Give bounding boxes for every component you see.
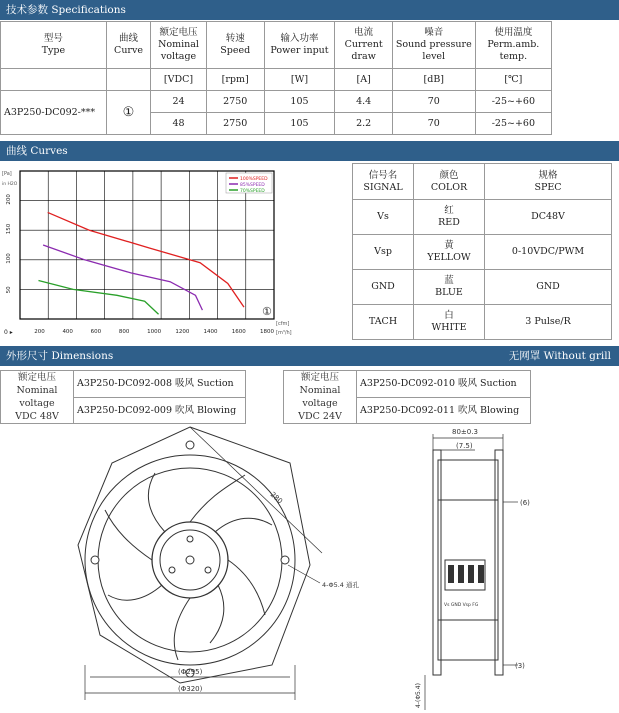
curves-section-title: 曲线 Curves bbox=[6, 145, 68, 157]
performance-chart bbox=[0, 163, 300, 338]
cell-current: 2.2 bbox=[335, 113, 392, 135]
signal-spec: 3 Pulse/R bbox=[485, 305, 612, 340]
dimensions-section-title: 外形尺寸 Dimensions bbox=[6, 350, 114, 362]
signal-color: 红 RED bbox=[414, 200, 485, 235]
connector-pin bbox=[468, 565, 474, 583]
cell-power: 105 bbox=[264, 113, 335, 135]
curve-marker-label: ① bbox=[262, 305, 272, 318]
fan-front-view bbox=[60, 415, 360, 710]
signal-row bbox=[353, 200, 612, 235]
dim-295-text: (Φ295) bbox=[178, 668, 203, 676]
x-tick-label: 1400 bbox=[203, 329, 218, 335]
connector-pins-label: Vs GND Vsp FG bbox=[444, 603, 479, 608]
y-unit-top: [Pa] bbox=[2, 171, 12, 177]
model-row: A3P250-DC092-009 吹风 Blowing bbox=[74, 397, 246, 424]
signal-name: GND bbox=[353, 270, 414, 305]
signal-name: TACH bbox=[353, 305, 414, 340]
signal-row bbox=[353, 305, 612, 340]
signal-row bbox=[353, 270, 612, 305]
unit-speed: [rpm] bbox=[206, 69, 264, 91]
cell-noise: 70 bbox=[392, 113, 475, 135]
unit-temp: [℃] bbox=[475, 69, 551, 91]
cell-voltage: 48 bbox=[151, 113, 207, 135]
cell-current: 4.4 bbox=[335, 91, 392, 113]
specs-row-24v bbox=[1, 91, 552, 113]
holes-text: 4-Φ5.4 通孔 bbox=[322, 581, 360, 589]
connector-pin bbox=[448, 565, 454, 583]
y-tick-label: 200 bbox=[6, 194, 12, 205]
unit-power: [W] bbox=[264, 69, 335, 91]
dim-hole-text: 4-(Φ5.4) bbox=[415, 683, 422, 708]
header-curve: 曲线 Curve bbox=[106, 22, 150, 69]
x-tick-label: 200 bbox=[34, 329, 45, 335]
header-power: 输入功率 Power input bbox=[264, 22, 335, 69]
x-tick-label: 600 bbox=[90, 329, 102, 335]
dimensions-section-right: 无网罩 Without grill bbox=[508, 350, 611, 362]
hub-center bbox=[186, 556, 194, 564]
header-current: 电流 Current draw bbox=[335, 22, 392, 69]
header-voltage: 额定电压 Nominal voltage bbox=[151, 22, 207, 69]
unit-noise: [dB] bbox=[392, 69, 475, 91]
hub-screw bbox=[169, 567, 175, 573]
signal-color: 白 WHITE bbox=[414, 305, 485, 340]
header-temp: 使用温度 Perm.amb. temp. bbox=[475, 22, 551, 69]
y-unit-side: in H2O bbox=[2, 182, 18, 187]
side-flange-left bbox=[433, 450, 441, 675]
legend-label: 70%SPEED bbox=[240, 189, 265, 194]
cell-temp: -25~+60 bbox=[475, 113, 551, 135]
header-speed: 转速 Speed bbox=[206, 22, 264, 69]
signal-color: 蓝 BLUE bbox=[414, 270, 485, 305]
header-type: 型号 Type bbox=[1, 22, 107, 69]
x-tick-label: 1800 bbox=[260, 329, 274, 335]
dim-280-text: 280 bbox=[268, 490, 284, 506]
signal-header-color: 颜色 COLOR bbox=[414, 164, 485, 200]
specs-table bbox=[0, 21, 552, 135]
legend-label: 85%SPEED bbox=[240, 183, 265, 188]
signal-spec: 0-10VDC/PWM bbox=[485, 235, 612, 270]
x-tick-label: 800 bbox=[118, 329, 130, 335]
dim-320-text: (Φ320) bbox=[178, 685, 203, 693]
specs-units-row bbox=[1, 69, 552, 91]
signal-spec: GND bbox=[485, 270, 612, 305]
dim-80-text: 80±0.3 bbox=[452, 428, 478, 436]
x-tick-label: 400 bbox=[62, 329, 73, 335]
signal-row bbox=[353, 235, 612, 270]
voltage-label-24v: 额定电压 Nominal voltage VDC 24V bbox=[284, 371, 357, 424]
mount-hole bbox=[186, 441, 194, 449]
cell-speed: 2750 bbox=[206, 113, 264, 135]
specs-section-bar bbox=[0, 0, 619, 20]
cell-speed: 2750 bbox=[206, 91, 264, 113]
unit-voltage: [VDC] bbox=[151, 69, 207, 91]
unit-current: [A] bbox=[335, 69, 392, 91]
mount-hole bbox=[281, 556, 289, 564]
signal-table bbox=[352, 163, 612, 340]
connector-pin bbox=[478, 565, 484, 583]
curve-marker: ① bbox=[106, 91, 150, 135]
cell-temp: -25~+60 bbox=[475, 91, 551, 113]
cell-voltage: 24 bbox=[151, 91, 207, 113]
signal-color: 黄 YELLOW bbox=[414, 235, 485, 270]
signal-name: Vsp bbox=[353, 235, 414, 270]
y-tick-label: 150 bbox=[6, 223, 12, 235]
hub-screw bbox=[205, 567, 211, 573]
fan-housing-outline bbox=[78, 427, 310, 683]
x-tick-label: 1600 bbox=[231, 329, 246, 335]
signal-header-signal: 信号名 SIGNAL bbox=[353, 164, 414, 200]
signal-name: Vs bbox=[353, 200, 414, 235]
x-tick-label: 1000 bbox=[147, 329, 162, 335]
header-noise: 噪音 Sound pressure level bbox=[392, 22, 475, 69]
hub-screw bbox=[187, 536, 193, 542]
cell-power: 105 bbox=[264, 91, 335, 113]
dim-75-text: (7.5) bbox=[456, 442, 473, 450]
dim-line-280 bbox=[190, 427, 322, 553]
dimensions-section-bar bbox=[0, 346, 619, 366]
dim-3-text: (3) bbox=[515, 662, 525, 670]
x-unit-bottom: [m³/h] bbox=[276, 330, 292, 336]
x-tick-label: 1200 bbox=[175, 329, 190, 335]
model-name: A3P250-DC092-*** bbox=[1, 91, 107, 135]
fan-side-view bbox=[400, 420, 550, 710]
model-row: A3P250-DC092-010 吸风 Suction bbox=[357, 371, 531, 398]
y-tick-label: 100 bbox=[6, 253, 12, 264]
specs-header-row bbox=[1, 22, 552, 69]
y-tick-label: 50 bbox=[5, 286, 12, 294]
x-origin: 0 ▸ bbox=[4, 329, 13, 336]
legend-label: 100%SPEED bbox=[240, 177, 268, 182]
x-unit-top: [cfm] bbox=[276, 321, 290, 327]
voltage-label-48v: 额定电压 Nominal voltage VDC 48V bbox=[1, 371, 74, 424]
signal-spec: DC48V bbox=[485, 200, 612, 235]
specs-section-title: 技术参数 Specifications bbox=[6, 4, 126, 16]
connector-pin bbox=[458, 565, 464, 583]
signal-header-row bbox=[353, 164, 612, 200]
cell-noise: 70 bbox=[392, 91, 475, 113]
dim-6-text: (6) bbox=[520, 499, 530, 507]
mount-hole bbox=[91, 556, 99, 564]
model-row: A3P250-DC092-011 吹风 Blowing bbox=[357, 397, 531, 424]
model-row: A3P250-DC092-008 吸风 Suction bbox=[74, 371, 246, 398]
chart-legend bbox=[226, 173, 272, 194]
curves-section-bar bbox=[0, 141, 619, 161]
side-flange-right bbox=[495, 450, 503, 675]
signal-header-spec: 规格 SPEC bbox=[485, 164, 612, 200]
